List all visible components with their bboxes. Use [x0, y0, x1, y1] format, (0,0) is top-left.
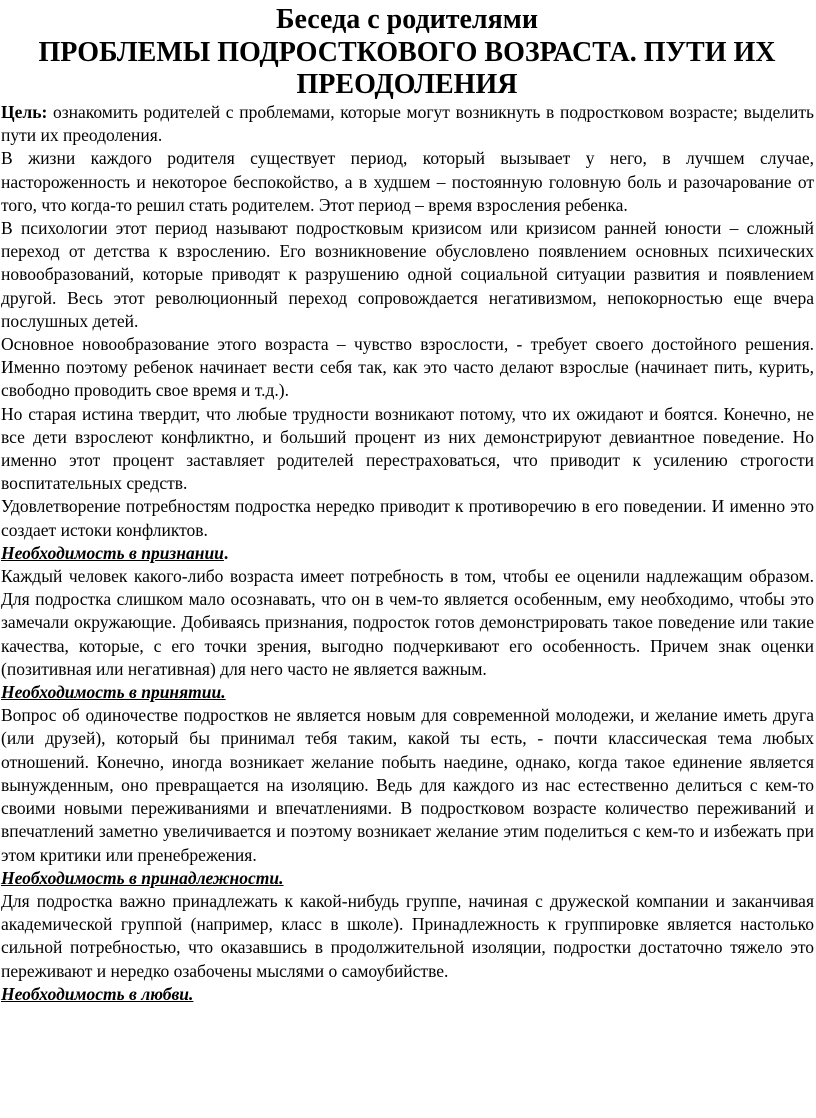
section-text-recognition: Каждый человек какого-либо возраста имеет потребность в том, чтобы ее оценили надлежащим образом. Для подростка слишком мало осознавать, что он в чем-то является особенным, ему необходимо, чтобы это замечали окружающие. Добиваясь признания, подросток готов демонстрировать такое поведение или такие качества, которые, с его точки зрения, выгодно подчеркивают его особенность. Причем знак оценки (позитивная или негативная) для него часто не является важным. [1, 566, 814, 679]
section-heading-recognition [0, 542, 814, 565]
section-title: Необходимость в принадлежности. [1, 867, 284, 888]
section-heading-belonging [0, 867, 814, 890]
goal-paragraph [0, 101, 814, 147]
section-text-acceptance: Вопрос об одиночестве подростков не является новым для современной молодежи, и желание иметь друга (или друзей), который бы принимал тебя таким, какой ты есть, - почти классическая тема любых отношений. Конечно, иногда возникает желание побыть наедине, однако, когда такое единение является вынужденным, оно превращается на изоляцию. Ведь для каждого из нас естественно делиться с кем-то своими новыми переживаниями и впечатлениями. В подростковом возрасте количество переживаний и впечатлений заметно увеличивается и поэтому возникает желание этим поделиться с кем-то и избежать при этом критики или пренебрежения. [1, 705, 814, 865]
intro-paragraph-2: В психологии этот период называют подростковым кризисом или кризисом ранней юности – сложный переход от детства к взрослению. Его возникновение обусловлено появлением основных психических новообразований, которые приводят к разрушению одной социальной ситуации развития и появлением другой. Весь этот революционный переход сопровождается негативизмом, непокорностью еще вчера послушных детей. [1, 218, 814, 331]
section-title: Необходимость в любви. [1, 983, 194, 1004]
goal-text: ознакомить родителей с проблемами, которые могут возникнуть в подростковом возрасте; выделить пути их преодоления. [1, 102, 815, 146]
intro-paragraph-5: Удовлетворение потребностям подростка нередко приводит к противоречию в его поведении. И именно это создает истоки конфликтов. [1, 496, 814, 540]
document-subtitle: ПРОБЛЕМЫ ПОДРОСТКОВОГО ВОЗРАСТА. ПУТИ ИХ ПРЕОДОЛЕНИЯ [38, 37, 776, 100]
goal-label: Цель: [1, 102, 48, 122]
section-title: Необходимость в принятии. [1, 682, 226, 703]
section-heading-acceptance [0, 681, 814, 704]
intro-paragraph-4: Но старая истина твердит, что любые трудности возникают потому, что их ожидают и боятся. Конечно, не все дети взрослеют конфликтно, и больший процент из них демонстрируют девиантное поведение. Но именно этот процент заставляет родителей перестраховаться, что приводит к усилению строгости воспитательных средств. [1, 403, 814, 494]
section-title-suffix: . [223, 542, 229, 563]
section-text-belonging: Для подростка важно принадлежать к какой-нибудь группе, начиная с дружеской компании и заканчивая академической группой (например, класс в школе). Принадлежность к группировке является настолько сильной потребностью, что оказавшись в продолжительной изоляции, подростки достаточно тяжело это переживают и нередко озабочены мыслями о самоубийстве. [1, 890, 814, 981]
intro-paragraph-3: Основное новообразование этого возраста – чувство взрослости, - требует своего достойного решения. Именно поэтому ребенок начинает вести себя так, как это часто делают взрослые (начинает пить, курить, свободно проводить свое время и т.д.). [1, 334, 814, 401]
document-title: Беседа с родителями [275, 4, 538, 35]
section-title: Необходимость в признании [1, 542, 224, 563]
section-heading-love [0, 983, 814, 1006]
intro-paragraph-1: В жизни каждого родителя существует период, который вызывает у него, в лучшем случае, настороженность и некоторое беспокойство, а в худшем – постоянную головную боль и разочарование от того, что когда-то решил стать родителем. Этот период – время взросления ребенка. [1, 148, 814, 215]
